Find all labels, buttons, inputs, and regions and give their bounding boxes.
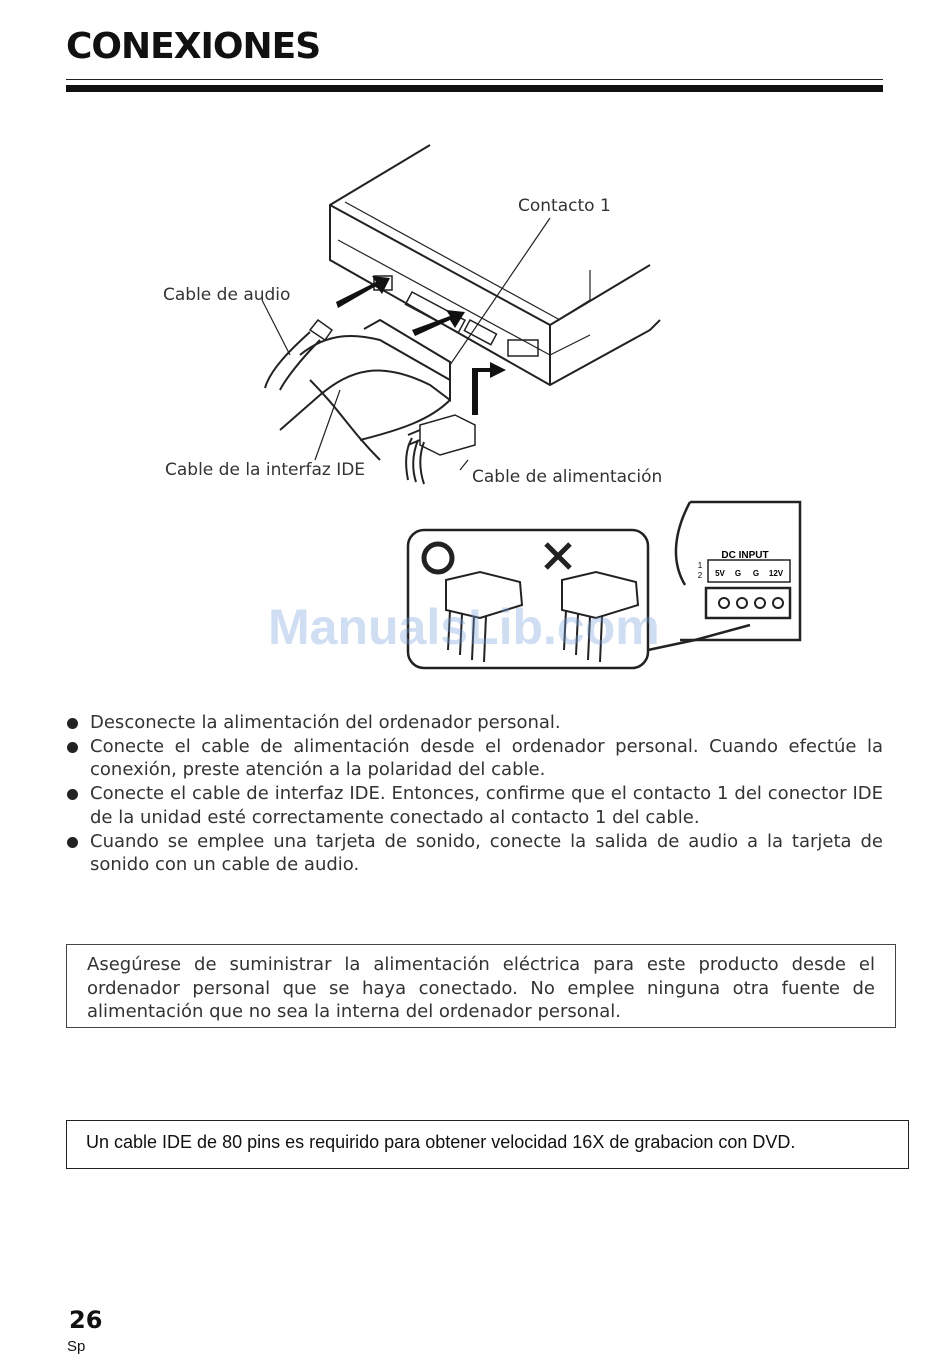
language-code: Sp — [67, 1338, 86, 1355]
contact-1-label: Contacto 1 — [518, 196, 611, 216]
dc-pin-label: G — [752, 569, 760, 578]
power-note-box: Asegúrese de suministrar la alimentación eléctrica para este producto desde el ordenador personal que se haya conectado. No emplee ninguna otra fuente de alimentación que no sea la interna del ordenador personal. — [66, 944, 896, 1028]
dc-pin-label: 5V — [715, 569, 725, 578]
list-item-text: Cuando se emplee una tarjeta de sonido, conecte la salida de audio a la tarjeta de sonido con un cable de audio. — [90, 830, 883, 876]
dc-input-title: DC INPUT — [721, 550, 769, 561]
list-item — [66, 782, 883, 829]
instruction-list — [66, 711, 883, 877]
page-number: 26 — [69, 1306, 103, 1334]
power-cable-label: Cable de alimentación — [472, 467, 663, 487]
ide-cable-label: Cable de la interfaz IDE — [165, 460, 366, 480]
audio-cable-label: Cable de audio — [163, 285, 291, 305]
page-title: CONEXIONES — [66, 26, 321, 67]
bullet-icon — [67, 742, 78, 753]
bullet-icon — [67, 718, 78, 729]
list-item — [66, 711, 883, 735]
ok-symbol-icon — [424, 544, 452, 572]
list-item — [66, 735, 883, 782]
list-item-text: Conecte el cable de interfaz IDE. Entonces, confirme que el contacto 1 del conector IDE de la unidad esté correctamente conectado al contacto 1 del cable. — [90, 783, 883, 828]
list-item-text: Desconecte la alimentación del ordenador personal. — [90, 712, 561, 733]
list-item — [66, 830, 883, 877]
list-item-text: Conecte el cable de alimentación desde el ordenador personal. Cuando efectúe la conexión, preste atención a la polaridad del cable. — [90, 735, 883, 781]
bullet-icon — [67, 789, 78, 800]
connection-diagram — [150, 140, 810, 675]
dc-side-number: 1 — [697, 561, 703, 570]
dc-side-number: 2 — [697, 571, 703, 580]
ng-symbol-icon — [546, 544, 570, 568]
title-rule-thick — [66, 85, 883, 92]
connection-illustration — [150, 140, 810, 675]
ide-note-box: Un cable IDE de 80 pins es requirido para obtener velocidad 16X de grabacion con DVD. — [66, 1120, 909, 1169]
title-rule-thin — [66, 79, 883, 80]
dc-pin-label: G — [734, 569, 742, 578]
dc-pin-label: 12V — [768, 569, 784, 578]
watermark: ManualsLib.com — [268, 599, 660, 655]
bullet-icon — [67, 837, 78, 848]
